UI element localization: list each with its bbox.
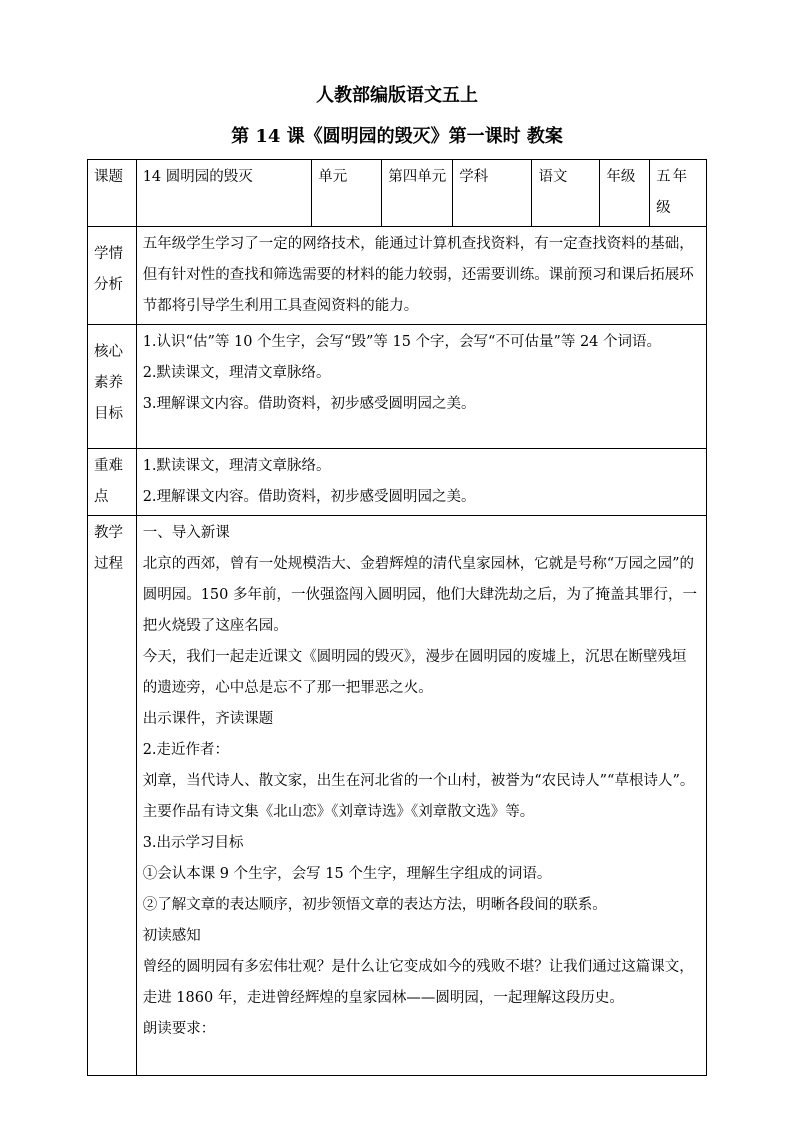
document-title: 第 14 课《圆明园的毁灭》第一课时 教案 — [231, 126, 563, 147]
goals-label: 核心素养目标 — [88, 325, 137, 449]
process-paragraph: 初读感知 — [142, 928, 201, 944]
topic-label: 课题 — [88, 160, 137, 227]
subject-label: 学科 — [453, 160, 532, 227]
goal-item: 1.认识“估”等 10 个生字，会写“毁”等 15 个字，会写“不可估量”等 24 个词语。 — [142, 334, 662, 350]
unit-value: 第四单元 — [382, 160, 453, 227]
process-cell — [136, 516, 706, 1076]
process-paragraph: 今天，我们一起走近课文《圆明园的毁灭》，漫步在圆明园的废墟上，沉思在断壁残垣的遗迹旁，心中总是忘不了那一把罪恶之火。 — [142, 649, 687, 696]
info-row — [88, 160, 707, 227]
analysis-label: 学情分析 — [88, 227, 137, 325]
process-paragraph: 2.走近作者： — [142, 742, 230, 758]
goal-item: 3.理解课文内容。借助资料，初步感受圆明园之美。 — [142, 396, 476, 412]
process-paragraph: 出示课件，齐读课题 — [142, 711, 274, 727]
topic-value: 14 圆明园的毁灭 — [136, 160, 312, 227]
subject-value: 语文 — [532, 160, 600, 227]
process-paragraph: 一、导入新课 — [142, 525, 230, 541]
process-paragraph: 朗读要求： — [142, 1021, 216, 1037]
goal-item: 2.默读课文，理清文章脉络。 — [142, 365, 331, 381]
grade-value: 五年级 — [650, 160, 707, 227]
document-subtitle: 人教部编版语文五上 — [316, 85, 478, 106]
key-points-row — [88, 449, 707, 516]
process-label: 教学过程 — [88, 516, 137, 1076]
key-points-cell — [136, 449, 706, 516]
goals-row — [88, 325, 707, 449]
key-point-item: 2.理解课文内容。借助资料，初步感受圆明园之美。 — [142, 489, 476, 505]
key-points-label: 重难点 — [88, 449, 137, 516]
process-paragraph: 曾经的圆明园有多宏伟壮观？是什么让它变成如今的残败不堪？让我们通过这篇课文，走进 1860 年，走进曾经辉煌的皇家园林——圆明园，一起理解这段历史。 — [142, 959, 694, 1006]
key-point-item: 1.默读课文，理清文章脉络。 — [142, 458, 331, 474]
process-paragraph: ①会认本课 9 个生字，会写 15 个生字，理解生字组成的词语。 — [142, 866, 552, 882]
process-paragraph: 刘章，当代诗人、散文家，出生在河北省的一个山村，被誉为“农民诗人”“草根诗人”。主要作品有诗文集《北山恋》《刘章诗选》《刘章散文选》等。 — [142, 773, 695, 820]
process-row — [88, 516, 707, 1076]
analysis-row — [88, 227, 707, 325]
grade-label: 年级 — [600, 160, 650, 227]
goals-cell — [136, 325, 706, 449]
process-paragraph: 北京的西郊，曾有一处规模浩大、金碧辉煌的清代皇家园林，它就是号称“万园之园”的圆明园。150 多年前，一伙强盗闯入圆明园，他们大肆洗劫之后，为了掩盖其罪行，一把火烧毁了这座名园。 — [142, 556, 697, 634]
analysis-text: 五年级学生学习了一定的网络技术，能通过计算机查找资料，有一定查找资料的基础，但有针对性的查找和筛选需要的材料的能力较弱，还需要训练。课前预习和课后拓展环节都将引导学生利用工具查阅资料的能力。 — [136, 227, 706, 325]
unit-label: 单元 — [312, 160, 382, 227]
lesson-plan-table — [87, 159, 707, 1076]
process-paragraph: 3.出示学习目标 — [142, 835, 244, 851]
process-paragraph: ②了解文章的表达顺序，初步领悟文章的表达方法，明晰各段间的联系。 — [142, 897, 607, 913]
